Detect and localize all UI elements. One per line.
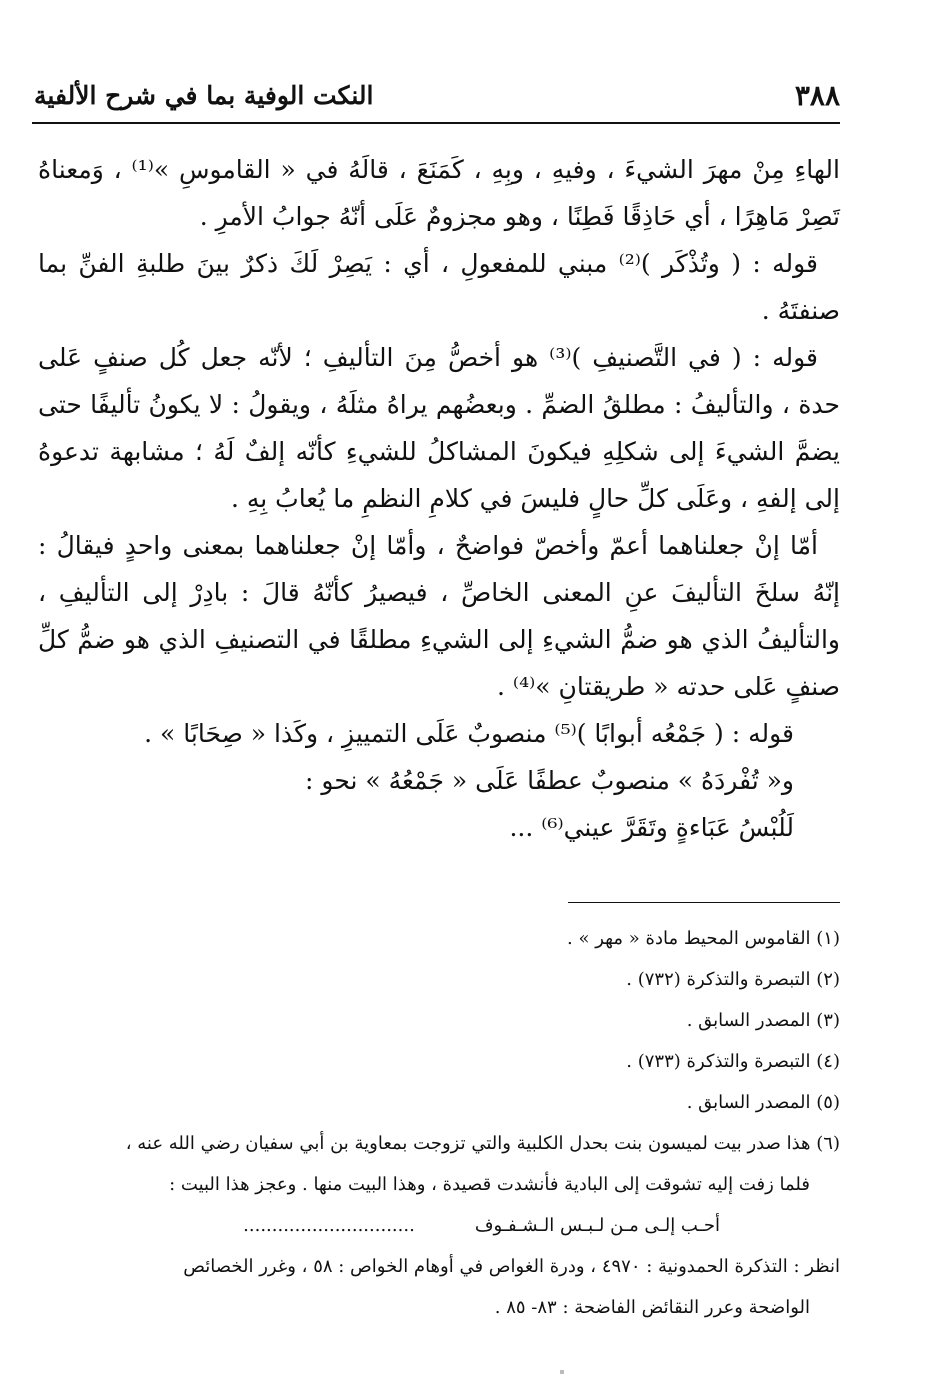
footnotes bbox=[52, 918, 840, 1328]
reference-line-2: الواضحة وعرر النقائض الفاضحة : ٨٣- ٨٥ . bbox=[494, 1297, 810, 1318]
reference-line-1: انظر : التذكرة الحمدونية : ٤٩٧٠ ، ودرة الغواص في أوهام الخواص : ٥٨ ، وغرر الخصائص bbox=[183, 1256, 840, 1277]
paragraph-3: قوله : ( في التَّصنيفِ )⁽³⁾ هو أخصُّ مِنَ التأليفِ ؛ لأنّه جعل كُل صنفٍ عَلى حدة ، والتأليفُ : مطلقُ الضمِّ . وبعضُهم يراهُ مثلَهُ ، ويقولُ : لا يكونُ تأليفًا حتى يضمَّ الشيءَ إلى شكلِهِ فيكونَ المشاكلُ للشيءِ كأنّه إلفٌ لَهُ ؛ مشابهة تدعوهُ إلى إلفهِ ، وعَلَى كلِّ حالٍ فليسَ في كلامِ النظمِ ما يُعابُ بِهِ . bbox=[38, 343, 840, 513]
footnote-6: (٦) هذا صدر بيت لميسون بنت بحدل الكلبية والتي تزوجت بمعاوية بن أبي سفيان رضي الله عنه ، bbox=[125, 1133, 840, 1154]
hemistich-first-ellipsis: .............................. bbox=[243, 1215, 415, 1236]
footnote-divider bbox=[568, 902, 840, 903]
paragraph-5: قوله : ( جَمْعُه أبوابًا )⁽⁵⁾ منصوبٌ عَلَى التمييزِ ، وكَذا « صِحَابًا » . bbox=[144, 719, 794, 748]
paragraph-2: قوله : ( وتُذْكَر )⁽²⁾ مبني للمفعولِ ، أي : يَصِرْ لَكَ ذكرٌ بينَ طلبةِ الفنِّ بما صنفتَهُ . bbox=[38, 249, 840, 325]
book-title: النكت الوفية بما في شرح الألفية bbox=[34, 80, 374, 110]
hemistich-second: أحـب إلـى مـن لـبـس الـشـفـوف bbox=[474, 1215, 720, 1236]
footnote-5: (٥) المصدر السابق . bbox=[686, 1092, 840, 1113]
paragraph-6: و« تُفْردَهُ » منصوبٌ عطفًا عَلَى « جَمْعُهُ » نحو : bbox=[305, 766, 794, 795]
footnote-3: (٣) المصدر السابق . bbox=[686, 1010, 840, 1031]
page-number: ٣٨٨ bbox=[794, 78, 840, 112]
verse-line: لَلُبْسُ عَبَاءةٍ وتَقَرَّ عيني⁽⁶⁾ ... bbox=[509, 813, 794, 842]
footnote-6-continued: فلما زفت إليه تشوقت إلى البادية فأنشدت قصيدة ، وهذا البيت منها . وعجز هذا البيت : bbox=[169, 1174, 810, 1195]
paragraph-4: أمّا إنْ جعلناهما أعمّ وأخصّ فواضحٌ ، وأمّا إنْ جعلناهما بمعنى واحدٍ فيقالُ : إنّهُ سلخَ التأليفَ عنِ المعنى الخاصِّ ، فيصيرُ كأنّهُ قالَ : بادِرْ إلى التأليفِ ، والتأليفُ الذي هو ضمُّ الشيءِ إلى الشيءِ مطلقًا في التصنيفِ الذي هو ضمُّ كلِّ صنفٍ عَلى حدته « طريقتانِ »⁽⁴⁾ . bbox=[38, 531, 840, 701]
paragraph-1: الهاءِ مِنْ مهرَ الشيءَ ، وفيهِ ، وبِهِ ، كَمَنَعَ ، قالَهُ في « القاموسِ »⁽¹⁾ ، وَمعناهُ تَصِرْ مَاهِرًا ، أي حَاذِقًا فَطِنًا ، وهو مجزومٌ عَلَى أنّهُ جوابُ الأمرِ . bbox=[38, 155, 840, 231]
footnote-1: (١) القاموس المحيط مادة « مهر » . bbox=[567, 928, 840, 949]
verse-hemistichs bbox=[52, 1205, 840, 1246]
footnote-2: (٢) التبصرة والتذكرة (٧٣٢) . bbox=[626, 969, 840, 990]
header-divider bbox=[32, 122, 840, 124]
scan-speck bbox=[560, 1370, 564, 1374]
main-text bbox=[38, 146, 840, 851]
footnote-4: (٤) التبصرة والتذكرة (٧٣٣) . bbox=[626, 1051, 840, 1072]
running-header bbox=[34, 72, 840, 118]
